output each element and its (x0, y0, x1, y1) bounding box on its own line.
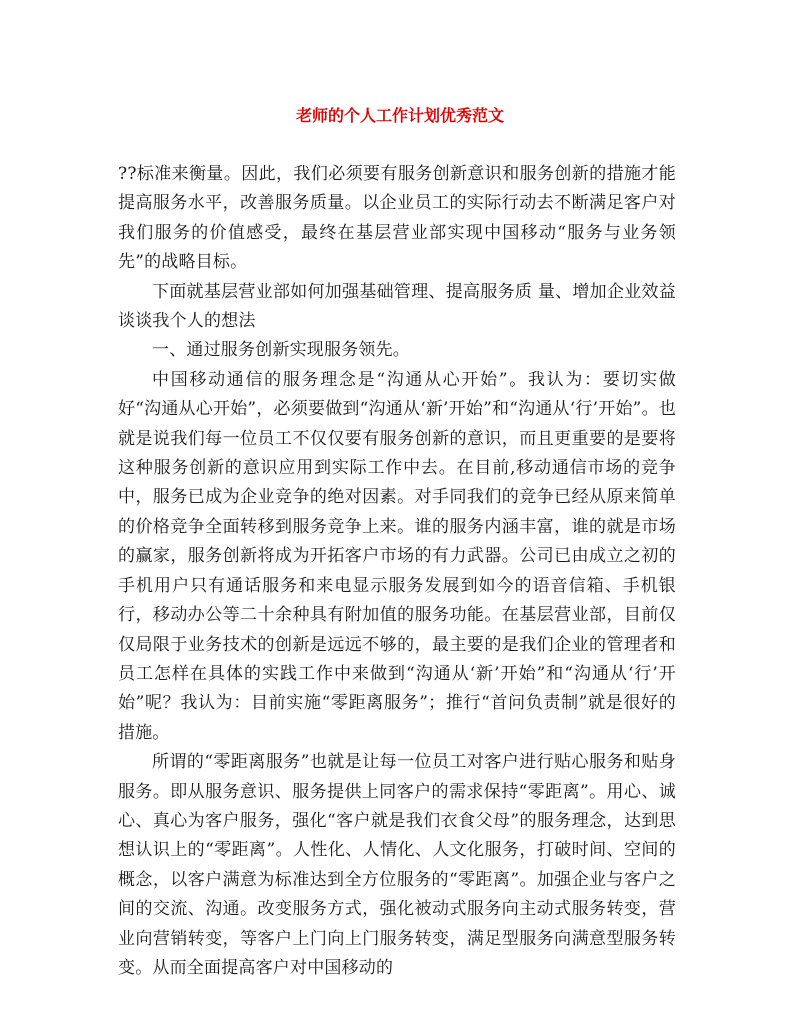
paragraph-4: 所谓的“零距离服务”也就是让每一位员工对客户进行贴心服务和贴身服务。即从服务意识、服务提供上同客户的需求保持“零距离”。用心、诚心、真心为客户服务，强化“客户就是我们衣食父母”的服务理念，达到思想认识上的“零距离”。人性化、人情化、人文化服务，打破时间、空间的概念，以客户满意为标准达到全方位服务的“零距离”。加强企业与客户之间的交流、沟通。改变服务方式，强化被动式服务向主动式服务转变，营业向营销转变，等客户上门向上门服务转变，满足型服务向满意型服务转变。从而全面提高客户对中国移动的 (118, 752, 676, 978)
document-body (118, 160, 676, 983)
paragraph-1: ??标准来衡量。因此，我们必须要有服务创新意识和服务创新的措施才能提高服务水平，改善服务质量。以企业员工的实际行动去不断满足客户对我们服务的价值感受，最终在基层营业部实现中国移动“服务与业务领先”的战略目标。 (118, 164, 676, 273)
paragraph-3: 中国移动通信的服务理念是“沟通从心开始”。我认为：要切实做好“沟通从心开始”，必须要做到“沟通从‘新’开始”和“沟通从‘行’开始”。也就是说我们每一位员工不仅仅要有服务创新的意识，而且更重要的是要将这种服务创新的意识应用到实际工作中去。在目前,移动通信市场的竞争中，服务已成为企业竞争的绝对因素。对手同我们的竞争已经从原来简单的价格竞争全面转移到服务竞争上来。谁的服务内涵丰富，谁的就是市场的赢家，服务创新将成为开拓客户市场的有力武器。公司已由成立之初的手机用户只有通话服务和来电显示服务发展到如今的语音信箱、手机银行，移动办公等二十余种具有附加值的服务功能。在基层营业部，目前仅仅局限于业务技术的创新是远远不够的，最主要的是我们企业的管理者和员工怎样在具体的实践工作中来做到“沟通从‘新’开始”和“沟通从‘行’开始”呢？我认为：目前实施“零距离服务”；推行“首问负责制”就是很好的措施。 (118, 369, 676, 743)
paragraph-2: 下面就基层营业部如何加强基础管理、提高服务质 量、增加企业效益谈谈我个人的想法 (118, 281, 676, 332)
document-title: 老师的个人工作计划优秀范文 (295, 106, 504, 125)
section-heading-1: 一、通过服务创新实现服务领先。 (152, 340, 410, 361)
